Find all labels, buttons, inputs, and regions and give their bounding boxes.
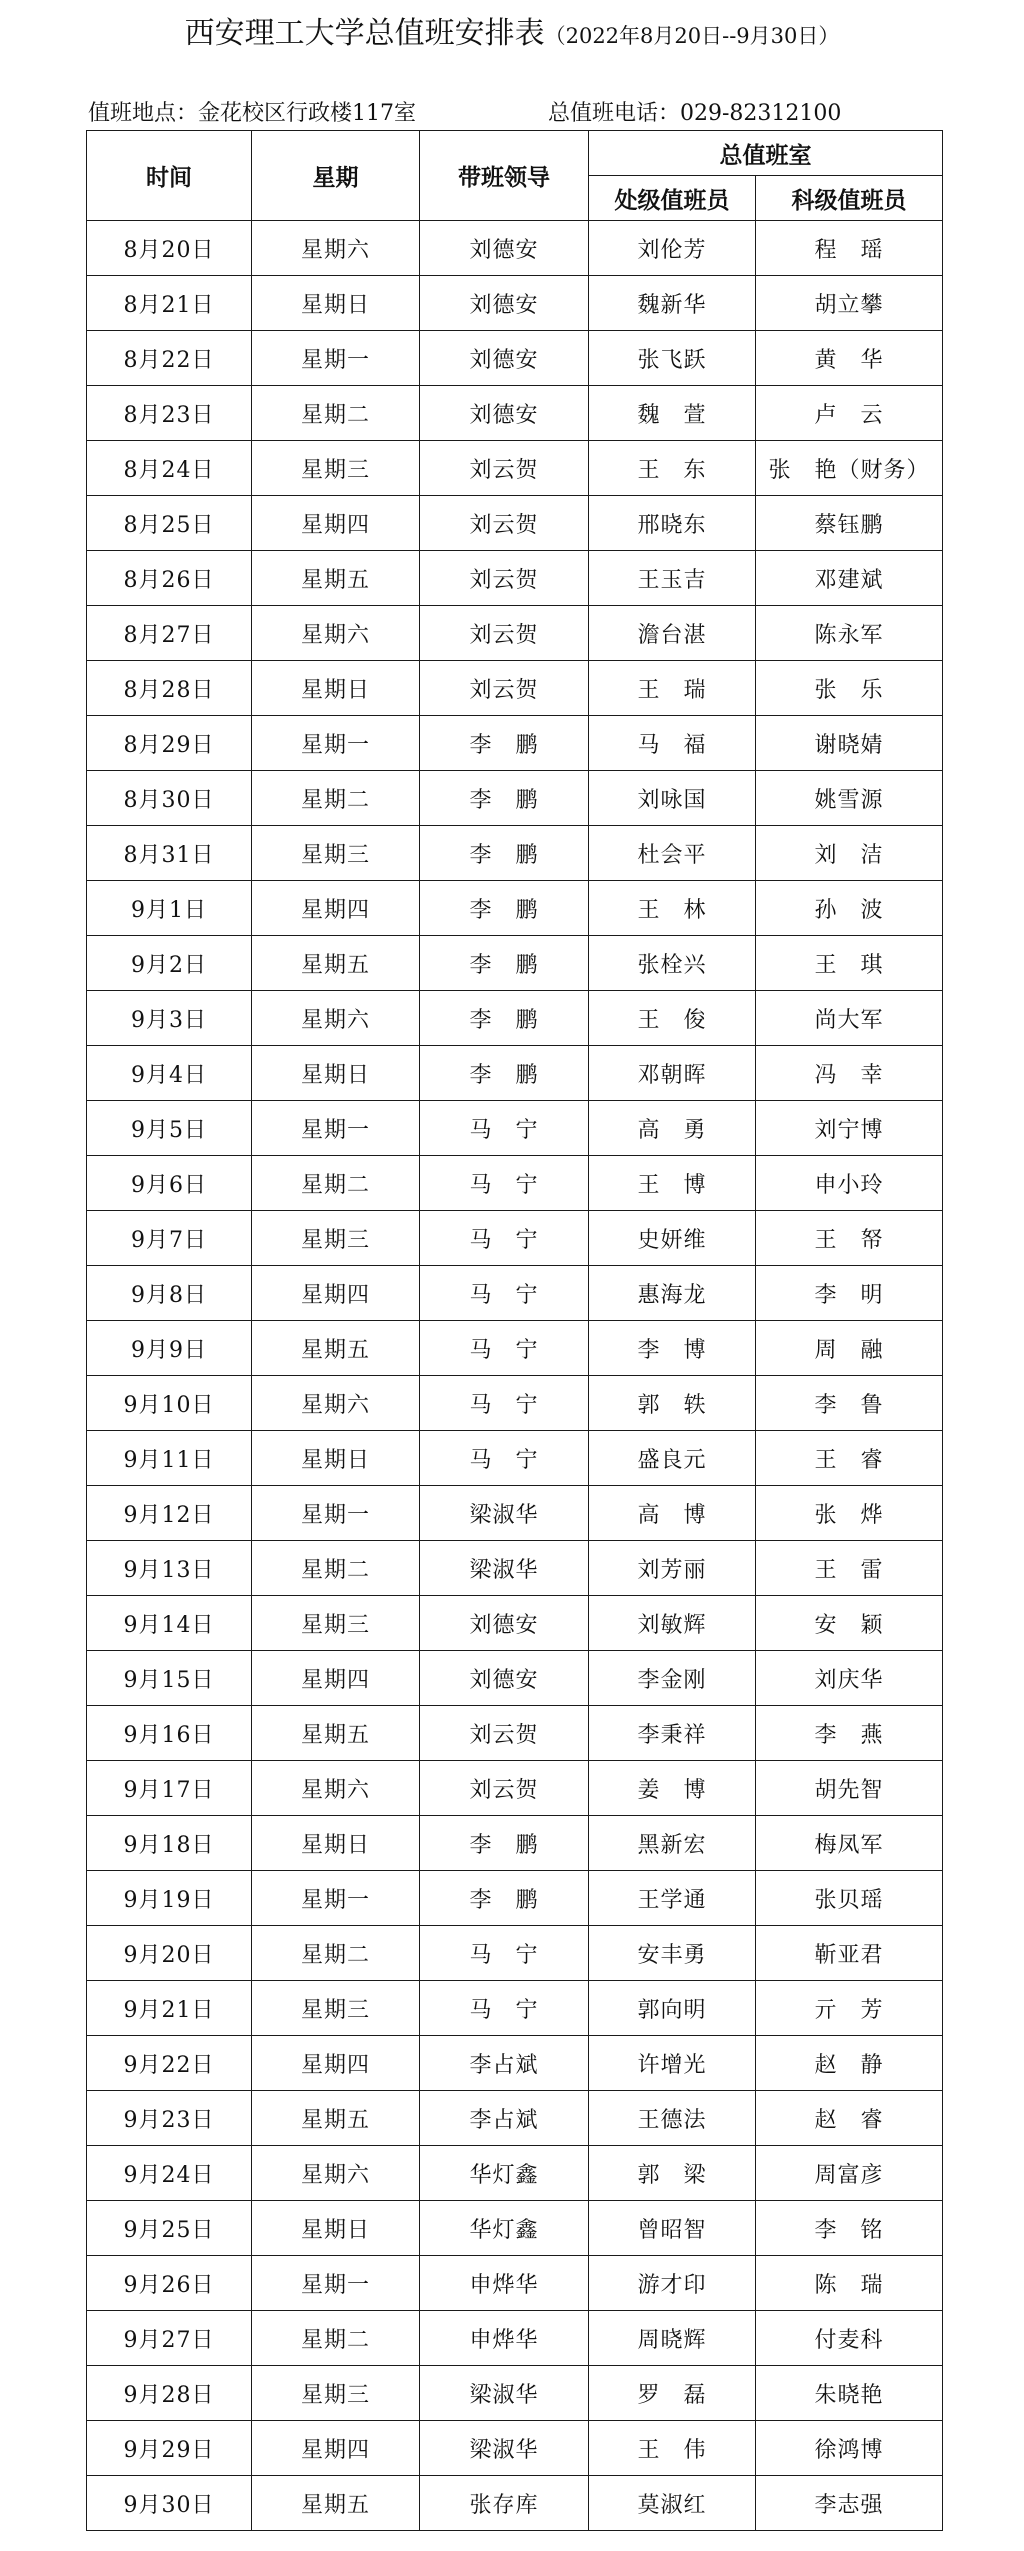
cell-division-officer: 王 瑞 xyxy=(589,661,756,716)
cell-leader: 李 鹏 xyxy=(420,1816,589,1871)
cell-date: 8月25日 xyxy=(87,496,252,551)
cell-date: 9月20日 xyxy=(87,1926,252,1981)
table-row xyxy=(87,1376,943,1431)
table-row xyxy=(87,1706,943,1761)
cell-leader: 李 鹏 xyxy=(420,716,589,771)
cell-section-officer: 尚大军 xyxy=(756,991,943,1046)
table-row xyxy=(87,276,943,331)
cell-leader: 刘云贺 xyxy=(420,496,589,551)
cell-division-officer: 邢晓东 xyxy=(589,496,756,551)
cell-weekday: 星期三 xyxy=(252,2366,420,2421)
cell-section-officer: 安 颖 xyxy=(756,1596,943,1651)
cell-section-officer: 李 燕 xyxy=(756,1706,943,1761)
cell-section-officer: 姚雪源 xyxy=(756,771,943,826)
cell-section-officer: 申小玲 xyxy=(756,1156,943,1211)
cell-weekday: 星期六 xyxy=(252,991,420,1046)
cell-leader: 马 宁 xyxy=(420,1266,589,1321)
cell-section-officer: 刘庆华 xyxy=(756,1651,943,1706)
header-weekday: 星期 xyxy=(252,131,420,221)
document-title xyxy=(0,8,1024,52)
cell-division-officer: 李金刚 xyxy=(589,1651,756,1706)
cell-weekday: 星期六 xyxy=(252,1761,420,1816)
cell-date: 8月27日 xyxy=(87,606,252,661)
cell-leader: 刘德安 xyxy=(420,221,589,276)
cell-weekday: 星期四 xyxy=(252,496,420,551)
table-row xyxy=(87,881,943,936)
cell-date: 8月22日 xyxy=(87,331,252,386)
cell-weekday: 星期三 xyxy=(252,1596,420,1651)
cell-division-officer: 马 福 xyxy=(589,716,756,771)
table-row xyxy=(87,716,943,771)
cell-division-officer: 盛良元 xyxy=(589,1431,756,1486)
cell-weekday: 星期一 xyxy=(252,2256,420,2311)
cell-division-officer: 刘芳丽 xyxy=(589,1541,756,1596)
cell-section-officer: 谢晓婧 xyxy=(756,716,943,771)
cell-section-officer: 黄 华 xyxy=(756,331,943,386)
cell-leader: 马 宁 xyxy=(420,1211,589,1266)
cell-date: 9月5日 xyxy=(87,1101,252,1156)
cell-weekday: 星期日 xyxy=(252,2201,420,2256)
cell-date: 9月25日 xyxy=(87,2201,252,2256)
cell-section-officer: 王 琪 xyxy=(756,936,943,991)
cell-leader: 李占斌 xyxy=(420,2091,589,2146)
header-section-officer: 科级值班员 xyxy=(756,176,943,221)
table-row xyxy=(87,2311,943,2366)
cell-division-officer: 张飞跃 xyxy=(589,331,756,386)
table-row xyxy=(87,1321,943,1376)
table-row xyxy=(87,551,943,606)
cell-section-officer: 亓 芳 xyxy=(756,1981,943,2036)
cell-weekday: 星期五 xyxy=(252,2476,420,2531)
cell-division-officer: 魏 萱 xyxy=(589,386,756,441)
header-date: 时间 xyxy=(87,131,252,221)
cell-division-officer: 高 勇 xyxy=(589,1101,756,1156)
table-body xyxy=(87,221,943,2531)
table-row xyxy=(87,1211,943,1266)
cell-date: 8月24日 xyxy=(87,441,252,496)
cell-leader: 刘云贺 xyxy=(420,551,589,606)
cell-leader: 刘德安 xyxy=(420,386,589,441)
table-row xyxy=(87,2146,943,2201)
cell-section-officer: 冯 幸 xyxy=(756,1046,943,1101)
cell-leader: 刘云贺 xyxy=(420,441,589,496)
cell-leader: 刘德安 xyxy=(420,1596,589,1651)
cell-division-officer: 李 博 xyxy=(589,1321,756,1376)
cell-weekday: 星期二 xyxy=(252,1541,420,1596)
date-range: （2022年8月20日--9月30日） xyxy=(544,24,840,48)
cell-leader: 申烨华 xyxy=(420,2256,589,2311)
cell-weekday: 星期四 xyxy=(252,2036,420,2091)
cell-leader: 马 宁 xyxy=(420,1321,589,1376)
table-row xyxy=(87,386,943,441)
cell-section-officer: 卢 云 xyxy=(756,386,943,441)
cell-leader: 梁淑华 xyxy=(420,1541,589,1596)
cell-section-officer: 胡立攀 xyxy=(756,276,943,331)
cell-date: 9月12日 xyxy=(87,1486,252,1541)
table-row xyxy=(87,1651,943,1706)
table-row xyxy=(87,1871,943,1926)
cell-section-officer: 付麦科 xyxy=(756,2311,943,2366)
cell-leader: 刘德安 xyxy=(420,1651,589,1706)
cell-division-officer: 杜会平 xyxy=(589,826,756,881)
cell-division-officer: 王 东 xyxy=(589,441,756,496)
cell-section-officer: 李志强 xyxy=(756,2476,943,2531)
table-row xyxy=(87,2256,943,2311)
cell-division-officer: 王 林 xyxy=(589,881,756,936)
cell-weekday: 星期三 xyxy=(252,1981,420,2036)
cell-weekday: 星期一 xyxy=(252,716,420,771)
cell-weekday: 星期六 xyxy=(252,221,420,276)
table-row xyxy=(87,661,943,716)
cell-leader: 梁淑华 xyxy=(420,2366,589,2421)
table-row xyxy=(87,1101,943,1156)
cell-leader: 华灯鑫 xyxy=(420,2201,589,2256)
cell-section-officer: 张 烨 xyxy=(756,1486,943,1541)
table-row xyxy=(87,826,943,881)
cell-division-officer: 刘伦芳 xyxy=(589,221,756,276)
cell-division-officer: 王玉吉 xyxy=(589,551,756,606)
cell-leader: 李 鹏 xyxy=(420,771,589,826)
cell-section-officer: 周富彦 xyxy=(756,2146,943,2201)
cell-weekday: 星期五 xyxy=(252,936,420,991)
cell-division-officer: 许增光 xyxy=(589,2036,756,2091)
cell-leader: 华灯鑫 xyxy=(420,2146,589,2201)
table-row xyxy=(87,331,943,386)
header-row-primary xyxy=(87,131,943,176)
cell-weekday: 星期日 xyxy=(252,1046,420,1101)
cell-division-officer: 姜 博 xyxy=(589,1761,756,1816)
cell-date: 8月20日 xyxy=(87,221,252,276)
cell-weekday: 星期二 xyxy=(252,386,420,441)
cell-section-officer: 程 瑶 xyxy=(756,221,943,276)
cell-date: 9月26日 xyxy=(87,2256,252,2311)
cell-leader: 李 鹏 xyxy=(420,826,589,881)
cell-weekday: 星期五 xyxy=(252,551,420,606)
table-row xyxy=(87,496,943,551)
table-row xyxy=(87,1816,943,1871)
cell-leader: 马 宁 xyxy=(420,1156,589,1211)
cell-weekday: 星期日 xyxy=(252,661,420,716)
cell-weekday: 星期一 xyxy=(252,1101,420,1156)
cell-leader: 李 鹏 xyxy=(420,991,589,1046)
cell-date: 9月8日 xyxy=(87,1266,252,1321)
title-text: 西安理工大学总值班安排表 xyxy=(184,16,545,51)
table-row xyxy=(87,771,943,826)
header-division-officer: 处级值班员 xyxy=(589,176,756,221)
cell-date: 9月10日 xyxy=(87,1376,252,1431)
duty-roster-table xyxy=(86,130,943,2531)
cell-division-officer: 邓朝晖 xyxy=(589,1046,756,1101)
cell-section-officer: 周 融 xyxy=(756,1321,943,1376)
table-row xyxy=(87,1156,943,1211)
cell-leader: 刘云贺 xyxy=(420,1706,589,1761)
cell-date: 8月29日 xyxy=(87,716,252,771)
table-row xyxy=(87,2091,943,2146)
cell-section-officer: 邓建斌 xyxy=(756,551,943,606)
cell-section-officer: 王 睿 xyxy=(756,1431,943,1486)
table-row xyxy=(87,1486,943,1541)
cell-weekday: 星期三 xyxy=(252,826,420,881)
cell-leader: 李 鹏 xyxy=(420,936,589,991)
cell-weekday: 星期二 xyxy=(252,2311,420,2366)
cell-division-officer: 王学通 xyxy=(589,1871,756,1926)
cell-division-officer: 王 俊 xyxy=(589,991,756,1046)
cell-leader: 刘云贺 xyxy=(420,661,589,716)
cell-section-officer: 陈永军 xyxy=(756,606,943,661)
cell-division-officer: 郭向明 xyxy=(589,1981,756,2036)
cell-division-officer: 刘咏国 xyxy=(589,771,756,826)
cell-section-officer: 徐鸿博 xyxy=(756,2421,943,2476)
cell-date: 8月26日 xyxy=(87,551,252,606)
duty-phone: 总值班电话：029-82312100 xyxy=(548,101,842,126)
cell-date: 9月6日 xyxy=(87,1156,252,1211)
cell-section-officer: 陈 瑞 xyxy=(756,2256,943,2311)
cell-division-officer: 莫淑红 xyxy=(589,2476,756,2531)
cell-leader: 马 宁 xyxy=(420,1376,589,1431)
cell-weekday: 星期日 xyxy=(252,276,420,331)
cell-weekday: 星期五 xyxy=(252,1321,420,1376)
table-row xyxy=(87,1541,943,1596)
table-row xyxy=(87,1266,943,1321)
cell-weekday: 星期日 xyxy=(252,1816,420,1871)
table-row xyxy=(87,2366,943,2421)
cell-weekday: 星期五 xyxy=(252,2091,420,2146)
cell-division-officer: 安丰勇 xyxy=(589,1926,756,1981)
cell-date: 9月28日 xyxy=(87,2366,252,2421)
cell-leader: 张存库 xyxy=(420,2476,589,2531)
header-duty-office: 总值班室 xyxy=(589,131,943,176)
cell-weekday: 星期五 xyxy=(252,1706,420,1761)
table-row xyxy=(87,2201,943,2256)
cell-weekday: 星期六 xyxy=(252,2146,420,2201)
cell-weekday: 星期四 xyxy=(252,1651,420,1706)
cell-division-officer: 惠海龙 xyxy=(589,1266,756,1321)
cell-date: 9月1日 xyxy=(87,881,252,936)
cell-weekday: 星期三 xyxy=(252,1211,420,1266)
cell-section-officer: 张贝瑶 xyxy=(756,1871,943,1926)
cell-section-officer: 胡先智 xyxy=(756,1761,943,1816)
cell-division-officer: 魏新华 xyxy=(589,276,756,331)
cell-date: 8月31日 xyxy=(87,826,252,881)
cell-weekday: 星期四 xyxy=(252,2421,420,2476)
cell-weekday: 星期三 xyxy=(252,441,420,496)
cell-date: 9月15日 xyxy=(87,1651,252,1706)
cell-leader: 申烨华 xyxy=(420,2311,589,2366)
cell-leader: 梁淑华 xyxy=(420,2421,589,2476)
cell-leader: 梁淑华 xyxy=(420,1486,589,1541)
table-row xyxy=(87,936,943,991)
cell-leader: 马 宁 xyxy=(420,1431,589,1486)
cell-leader: 李占斌 xyxy=(420,2036,589,2091)
table-row xyxy=(87,606,943,661)
cell-date: 9月30日 xyxy=(87,2476,252,2531)
cell-section-officer: 张 艳（财务） xyxy=(756,441,943,496)
cell-division-officer: 游才印 xyxy=(589,2256,756,2311)
cell-section-officer: 李 明 xyxy=(756,1266,943,1321)
cell-division-officer: 王 博 xyxy=(589,1156,756,1211)
cell-date: 9月3日 xyxy=(87,991,252,1046)
cell-date: 9月22日 xyxy=(87,2036,252,2091)
cell-section-officer: 孙 波 xyxy=(756,881,943,936)
cell-weekday: 星期一 xyxy=(252,1871,420,1926)
cell-division-officer: 刘敏辉 xyxy=(589,1596,756,1651)
cell-date: 9月14日 xyxy=(87,1596,252,1651)
table-row xyxy=(87,1926,943,1981)
cell-division-officer: 李秉祥 xyxy=(589,1706,756,1761)
table-row xyxy=(87,1046,943,1101)
cell-division-officer: 史妍维 xyxy=(589,1211,756,1266)
cell-section-officer: 王 帑 xyxy=(756,1211,943,1266)
cell-date: 9月4日 xyxy=(87,1046,252,1101)
cell-section-officer: 张 乐 xyxy=(756,661,943,716)
cell-date: 9月2日 xyxy=(87,936,252,991)
table-header xyxy=(87,131,943,221)
cell-date: 9月9日 xyxy=(87,1321,252,1376)
cell-division-officer: 曾昭智 xyxy=(589,2201,756,2256)
table-row xyxy=(87,991,943,1046)
cell-date: 9月17日 xyxy=(87,1761,252,1816)
cell-division-officer: 高 博 xyxy=(589,1486,756,1541)
cell-division-officer: 澹台湛 xyxy=(589,606,756,661)
cell-weekday: 星期六 xyxy=(252,606,420,661)
cell-weekday: 星期四 xyxy=(252,1266,420,1321)
table-row xyxy=(87,2036,943,2091)
cell-section-officer: 刘宁博 xyxy=(756,1101,943,1156)
cell-date: 9月24日 xyxy=(87,2146,252,2201)
cell-division-officer: 周晓辉 xyxy=(589,2311,756,2366)
cell-weekday: 星期二 xyxy=(252,771,420,826)
cell-section-officer: 李 铭 xyxy=(756,2201,943,2256)
table-row xyxy=(87,1431,943,1486)
cell-division-officer: 郭 轶 xyxy=(589,1376,756,1431)
cell-weekday: 星期一 xyxy=(252,1486,420,1541)
cell-section-officer: 刘 洁 xyxy=(756,826,943,881)
cell-weekday: 星期日 xyxy=(252,1431,420,1486)
table-row xyxy=(87,2421,943,2476)
cell-leader: 李 鹏 xyxy=(420,1046,589,1101)
cell-division-officer: 张栓兴 xyxy=(589,936,756,991)
cell-date: 9月29日 xyxy=(87,2421,252,2476)
cell-division-officer: 王德法 xyxy=(589,2091,756,2146)
cell-weekday: 星期一 xyxy=(252,331,420,386)
cell-date: 9月27日 xyxy=(87,2311,252,2366)
cell-date: 9月13日 xyxy=(87,1541,252,1596)
cell-leader: 刘德安 xyxy=(420,331,589,386)
cell-section-officer: 赵 睿 xyxy=(756,2091,943,2146)
cell-leader: 李 鹏 xyxy=(420,1871,589,1926)
cell-date: 9月23日 xyxy=(87,2091,252,2146)
cell-leader: 马 宁 xyxy=(420,1101,589,1156)
cell-section-officer: 赵 静 xyxy=(756,2036,943,2091)
cell-division-officer: 郭 梁 xyxy=(589,2146,756,2201)
cell-date: 8月23日 xyxy=(87,386,252,441)
cell-date: 9月16日 xyxy=(87,1706,252,1761)
cell-section-officer: 李 鲁 xyxy=(756,1376,943,1431)
cell-weekday: 星期二 xyxy=(252,1926,420,1981)
table-row xyxy=(87,1596,943,1651)
table-row xyxy=(87,221,943,276)
cell-section-officer: 蔡钰鹏 xyxy=(756,496,943,551)
cell-date: 9月7日 xyxy=(87,1211,252,1266)
cell-date: 8月28日 xyxy=(87,661,252,716)
cell-division-officer: 罗 磊 xyxy=(589,2366,756,2421)
cell-section-officer: 朱晓艳 xyxy=(756,2366,943,2421)
cell-section-officer: 靳亚君 xyxy=(756,1926,943,1981)
cell-weekday: 星期四 xyxy=(252,881,420,936)
cell-leader: 刘德安 xyxy=(420,276,589,331)
cell-leader: 李 鹏 xyxy=(420,881,589,936)
cell-date: 9月19日 xyxy=(87,1871,252,1926)
cell-date: 9月11日 xyxy=(87,1431,252,1486)
table-row xyxy=(87,1761,943,1816)
cell-leader: 刘云贺 xyxy=(420,1761,589,1816)
table-row xyxy=(87,2476,943,2531)
cell-date: 8月30日 xyxy=(87,771,252,826)
cell-division-officer: 黑新宏 xyxy=(589,1816,756,1871)
cell-date: 8月21日 xyxy=(87,276,252,331)
cell-weekday: 星期六 xyxy=(252,1376,420,1431)
duty-location: 值班地点：金花校区行政楼117室 xyxy=(88,101,416,126)
cell-leader: 马 宁 xyxy=(420,1981,589,2036)
cell-section-officer: 王 雷 xyxy=(756,1541,943,1596)
table-row xyxy=(87,1981,943,2036)
cell-leader: 刘云贺 xyxy=(420,606,589,661)
cell-weekday: 星期二 xyxy=(252,1156,420,1211)
table-row xyxy=(87,441,943,496)
cell-leader: 马 宁 xyxy=(420,1926,589,1981)
cell-section-officer: 梅凤军 xyxy=(756,1816,943,1871)
cell-date: 9月18日 xyxy=(87,1816,252,1871)
cell-date: 9月21日 xyxy=(87,1981,252,2036)
header-leader: 带班领导 xyxy=(420,131,589,221)
cell-division-officer: 王 伟 xyxy=(589,2421,756,2476)
